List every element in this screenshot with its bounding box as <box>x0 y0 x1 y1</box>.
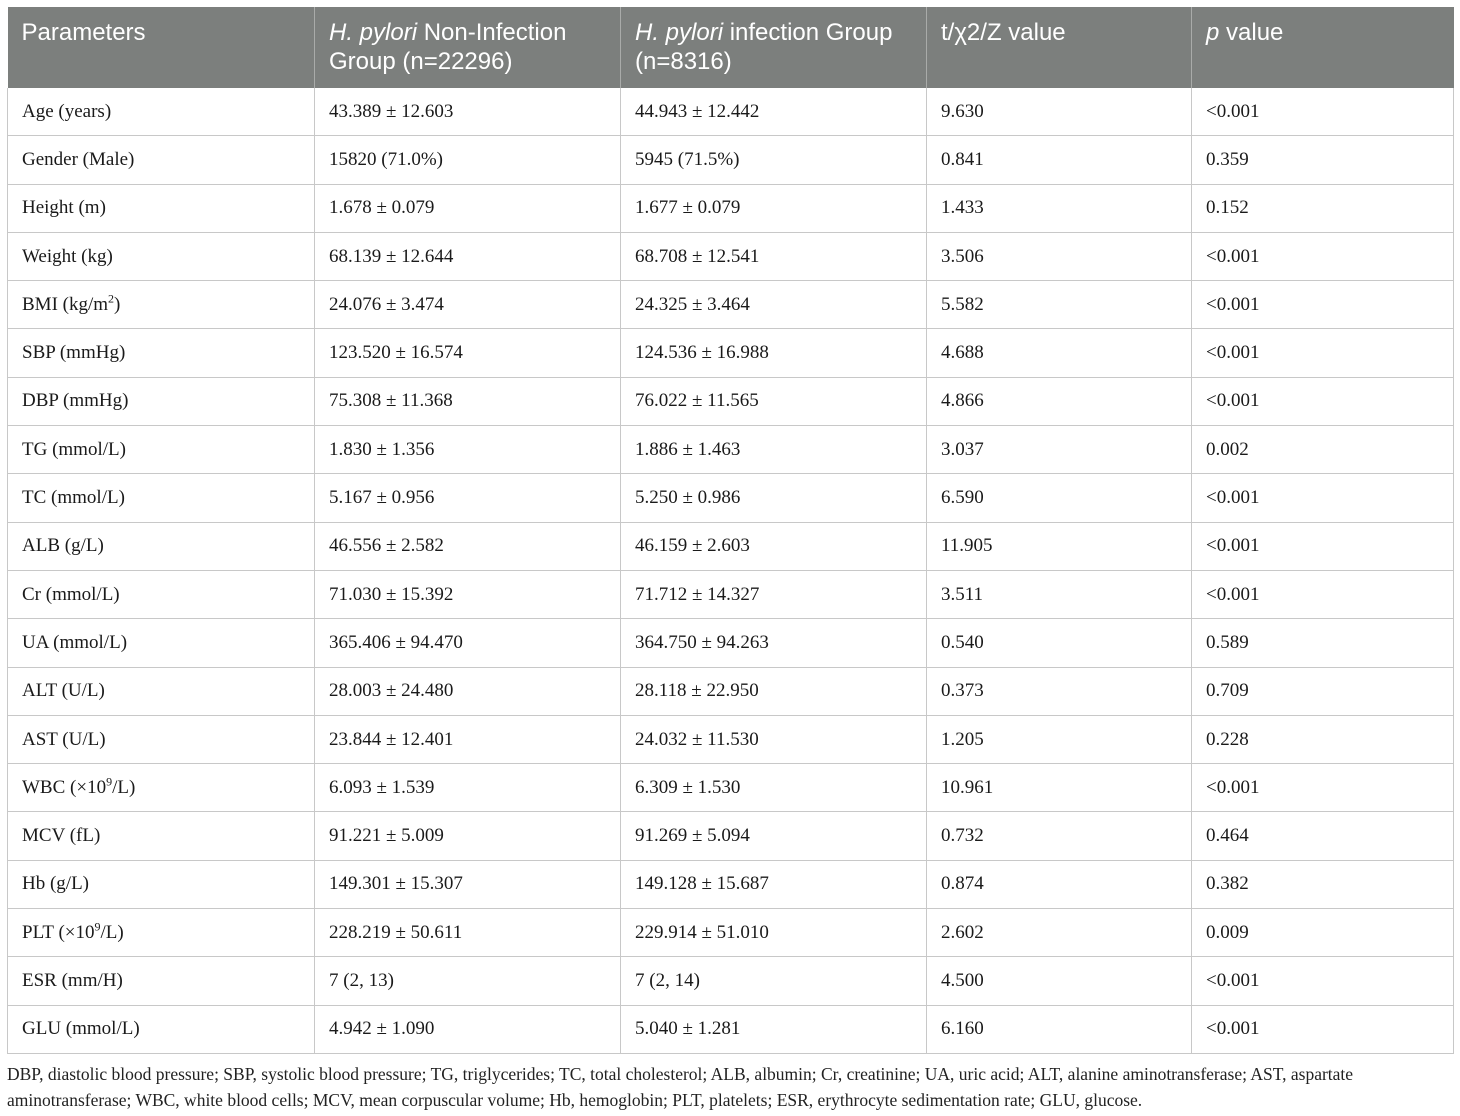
table-row <box>8 426 1454 474</box>
cell-infection: 46.159 ± 2.603 <box>621 522 927 570</box>
cell-test-statistic: 1.205 <box>927 715 1192 763</box>
cell-infection: 229.914 ± 51.010 <box>621 909 927 957</box>
cell-non-infection: 43.389 ± 12.603 <box>315 88 621 136</box>
table-row <box>8 281 1454 329</box>
cell-non-infection: 7 (2, 13) <box>315 957 621 1005</box>
cell-infection: 91.269 ± 5.094 <box>621 812 927 860</box>
cell-parameter: Age (years) <box>8 88 315 136</box>
cell-infection: 24.325 ± 3.464 <box>621 281 927 329</box>
cell-parameter: SBP (mmHg) <box>8 329 315 377</box>
cell-p-value: <0.001 <box>1192 522 1454 570</box>
cell-parameter: ALB (g/L) <box>8 522 315 570</box>
cell-non-infection: 28.003 ± 24.480 <box>315 667 621 715</box>
cell-non-infection: 71.030 ± 15.392 <box>315 570 621 618</box>
cell-parameter: Cr (mmol/L) <box>8 570 315 618</box>
cell-test-statistic: 6.160 <box>927 1005 1192 1053</box>
cell-p-value: 0.382 <box>1192 860 1454 908</box>
cell-non-infection: 46.556 ± 2.582 <box>315 522 621 570</box>
cell-p-value: 0.709 <box>1192 667 1454 715</box>
cell-test-statistic: 6.590 <box>927 474 1192 522</box>
table-row <box>8 667 1454 715</box>
cell-test-statistic: 3.037 <box>927 426 1192 474</box>
cell-parameter: ALT (U/L) <box>8 667 315 715</box>
table-footnote: DBP, diastolic blood pressure; SBP, systolic blood pressure; TG, triglycerides; TC, total cholesterol; ALB, albumin; Cr, creatinine; UA, uric acid; ALT, alanine aminotransferase; AST, aspartate aminotransferase; WBC, white blood cells; MCV, mean corpuscular volume; Hb, hemoglobin; PLT, platelets; ESR, erythrocyte sedimentation rate; GLU, glucose. <box>7 1064 1354 1110</box>
cell-p-value: <0.001 <box>1192 281 1454 329</box>
cell-parameter: BMI $(kg/m^2)$ <box>8 281 315 329</box>
cell-infection: 68.708 ± 12.541 <box>621 232 927 280</box>
cell-p-value: 0.002 <box>1192 426 1454 474</box>
header-non-infection-group: H. pylori Non-Infection Group (n=22296) <box>315 7 621 88</box>
cell-parameter: MCV (fL) <box>8 812 315 860</box>
cell-parameter: AST (U/L) <box>8 715 315 763</box>
cell-non-infection: 123.520 ± 16.574 <box>315 329 621 377</box>
cell-parameter: PLT $(\times 10^9/L)$ <box>8 909 315 957</box>
cell-non-infection: 5.167 ± 0.956 <box>315 474 621 522</box>
table-row <box>8 184 1454 232</box>
cell-test-statistic: 3.506 <box>927 232 1192 280</box>
cell-test-statistic: 1.433 <box>927 184 1192 232</box>
table-row <box>8 232 1454 280</box>
cell-infection: 24.032 ± 11.530 <box>621 715 927 763</box>
cell-non-infection: 4.942 ± 1.090 <box>315 1005 621 1053</box>
cell-infection: 124.536 ± 16.988 <box>621 329 927 377</box>
cell-test-statistic: 9.630 <box>927 88 1192 136</box>
table-row <box>8 812 1454 860</box>
cell-infection: 28.118 ± 22.950 <box>621 667 927 715</box>
cell-test-statistic: 0.874 <box>927 860 1192 908</box>
header-test-statistic: t/χ2/Z value <box>927 7 1192 88</box>
cell-p-value: <0.001 <box>1192 1005 1454 1053</box>
table-row <box>8 522 1454 570</box>
cell-p-value: <0.001 <box>1192 957 1454 1005</box>
cell-test-statistic: 4.866 <box>927 377 1192 425</box>
cell-infection: 1.677 ± 0.079 <box>621 184 927 232</box>
parameters-table <box>7 7 1454 1054</box>
cell-infection: 5945 (71.5%) <box>621 136 927 184</box>
cell-non-infection: 68.139 ± 12.644 <box>315 232 621 280</box>
cell-test-statistic: 2.602 <box>927 909 1192 957</box>
cell-p-value: 0.464 <box>1192 812 1454 860</box>
cell-test-statistic: 11.905 <box>927 522 1192 570</box>
cell-p-value: <0.001 <box>1192 474 1454 522</box>
table-row <box>8 570 1454 618</box>
cell-p-value: 0.589 <box>1192 619 1454 667</box>
table-row <box>8 136 1454 184</box>
cell-infection: 6.309 ± 1.530 <box>621 764 927 812</box>
cell-test-statistic: 4.500 <box>927 957 1192 1005</box>
table-row <box>8 329 1454 377</box>
cell-test-statistic: 3.511 <box>927 570 1192 618</box>
cell-non-infection: 365.406 ± 94.470 <box>315 619 621 667</box>
cell-p-value: 0.009 <box>1192 909 1454 957</box>
cell-infection: 71.712 ± 14.327 <box>621 570 927 618</box>
cell-parameter: Hb (g/L) <box>8 860 315 908</box>
cell-p-value: 0.152 <box>1192 184 1454 232</box>
cell-p-value: <0.001 <box>1192 764 1454 812</box>
cell-test-statistic: 0.732 <box>927 812 1192 860</box>
cell-non-infection: 75.308 ± 11.368 <box>315 377 621 425</box>
cell-non-infection: 23.844 ± 12.401 <box>315 715 621 763</box>
cell-non-infection: 228.219 ± 50.611 <box>315 909 621 957</box>
cell-infection: 364.750 ± 94.263 <box>621 619 927 667</box>
cell-test-statistic: 0.841 <box>927 136 1192 184</box>
cell-non-infection: 1.678 ± 0.079 <box>315 184 621 232</box>
cell-p-value: <0.001 <box>1192 570 1454 618</box>
cell-infection: 44.943 ± 12.442 <box>621 88 927 136</box>
cell-p-value: <0.001 <box>1192 232 1454 280</box>
cell-p-value: <0.001 <box>1192 88 1454 136</box>
cell-parameter: Height (m) <box>8 184 315 232</box>
cell-parameter: UA (mmol/L) <box>8 619 315 667</box>
cell-parameter: Gender (Male) <box>8 136 315 184</box>
header-parameters: Parameters <box>8 7 315 88</box>
cell-non-infection: 1.830 ± 1.356 <box>315 426 621 474</box>
table-body <box>8 88 1454 1053</box>
table-row <box>8 860 1454 908</box>
table-row <box>8 715 1454 763</box>
table-header-row <box>8 7 1454 88</box>
cell-non-infection: 15820 (71.0%) <box>315 136 621 184</box>
table-row <box>8 88 1454 136</box>
cell-test-statistic: 4.688 <box>927 329 1192 377</box>
cell-non-infection: 24.076 ± 3.474 <box>315 281 621 329</box>
cell-non-infection: 91.221 ± 5.009 <box>315 812 621 860</box>
cell-p-value: 0.359 <box>1192 136 1454 184</box>
header-infection-group: H. pylori infection Group (n=8316) <box>621 7 927 88</box>
cell-parameter: Weight (kg) <box>8 232 315 280</box>
cell-infection: 5.040 ± 1.281 <box>621 1005 927 1053</box>
cell-infection: 1.886 ± 1.463 <box>621 426 927 474</box>
cell-test-statistic: 0.373 <box>927 667 1192 715</box>
table-row <box>8 957 1454 1005</box>
table-row <box>8 764 1454 812</box>
table-row <box>8 377 1454 425</box>
cell-infection: 7 (2, 14) <box>621 957 927 1005</box>
cell-parameter: TG (mmol/L) <box>8 426 315 474</box>
table-row <box>8 474 1454 522</box>
data-table-container <box>7 7 1453 1054</box>
cell-parameter: ESR (mm/H) <box>8 957 315 1005</box>
cell-test-statistic: 5.582 <box>927 281 1192 329</box>
header-p-value: p value <box>1192 7 1454 88</box>
table-row <box>8 1005 1454 1053</box>
cell-p-value: 0.228 <box>1192 715 1454 763</box>
cell-infection: 5.250 ± 0.986 <box>621 474 927 522</box>
cell-p-value: <0.001 <box>1192 377 1454 425</box>
cell-parameter: GLU (mmol/L) <box>8 1005 315 1053</box>
table-row <box>8 619 1454 667</box>
cell-p-value: <0.001 <box>1192 329 1454 377</box>
cell-test-statistic: 10.961 <box>927 764 1192 812</box>
cell-test-statistic: 0.540 <box>927 619 1192 667</box>
cell-non-infection: 149.301 ± 15.307 <box>315 860 621 908</box>
table-row <box>8 909 1454 957</box>
cell-infection: 76.022 ± 11.565 <box>621 377 927 425</box>
cell-infection: 149.128 ± 15.687 <box>621 860 927 908</box>
cell-parameter: TC (mmol/L) <box>8 474 315 522</box>
cell-parameter: DBP (mmHg) <box>8 377 315 425</box>
cell-parameter: WBC $(\times 10^9/L)$ <box>8 764 315 812</box>
cell-non-infection: 6.093 ± 1.539 <box>315 764 621 812</box>
